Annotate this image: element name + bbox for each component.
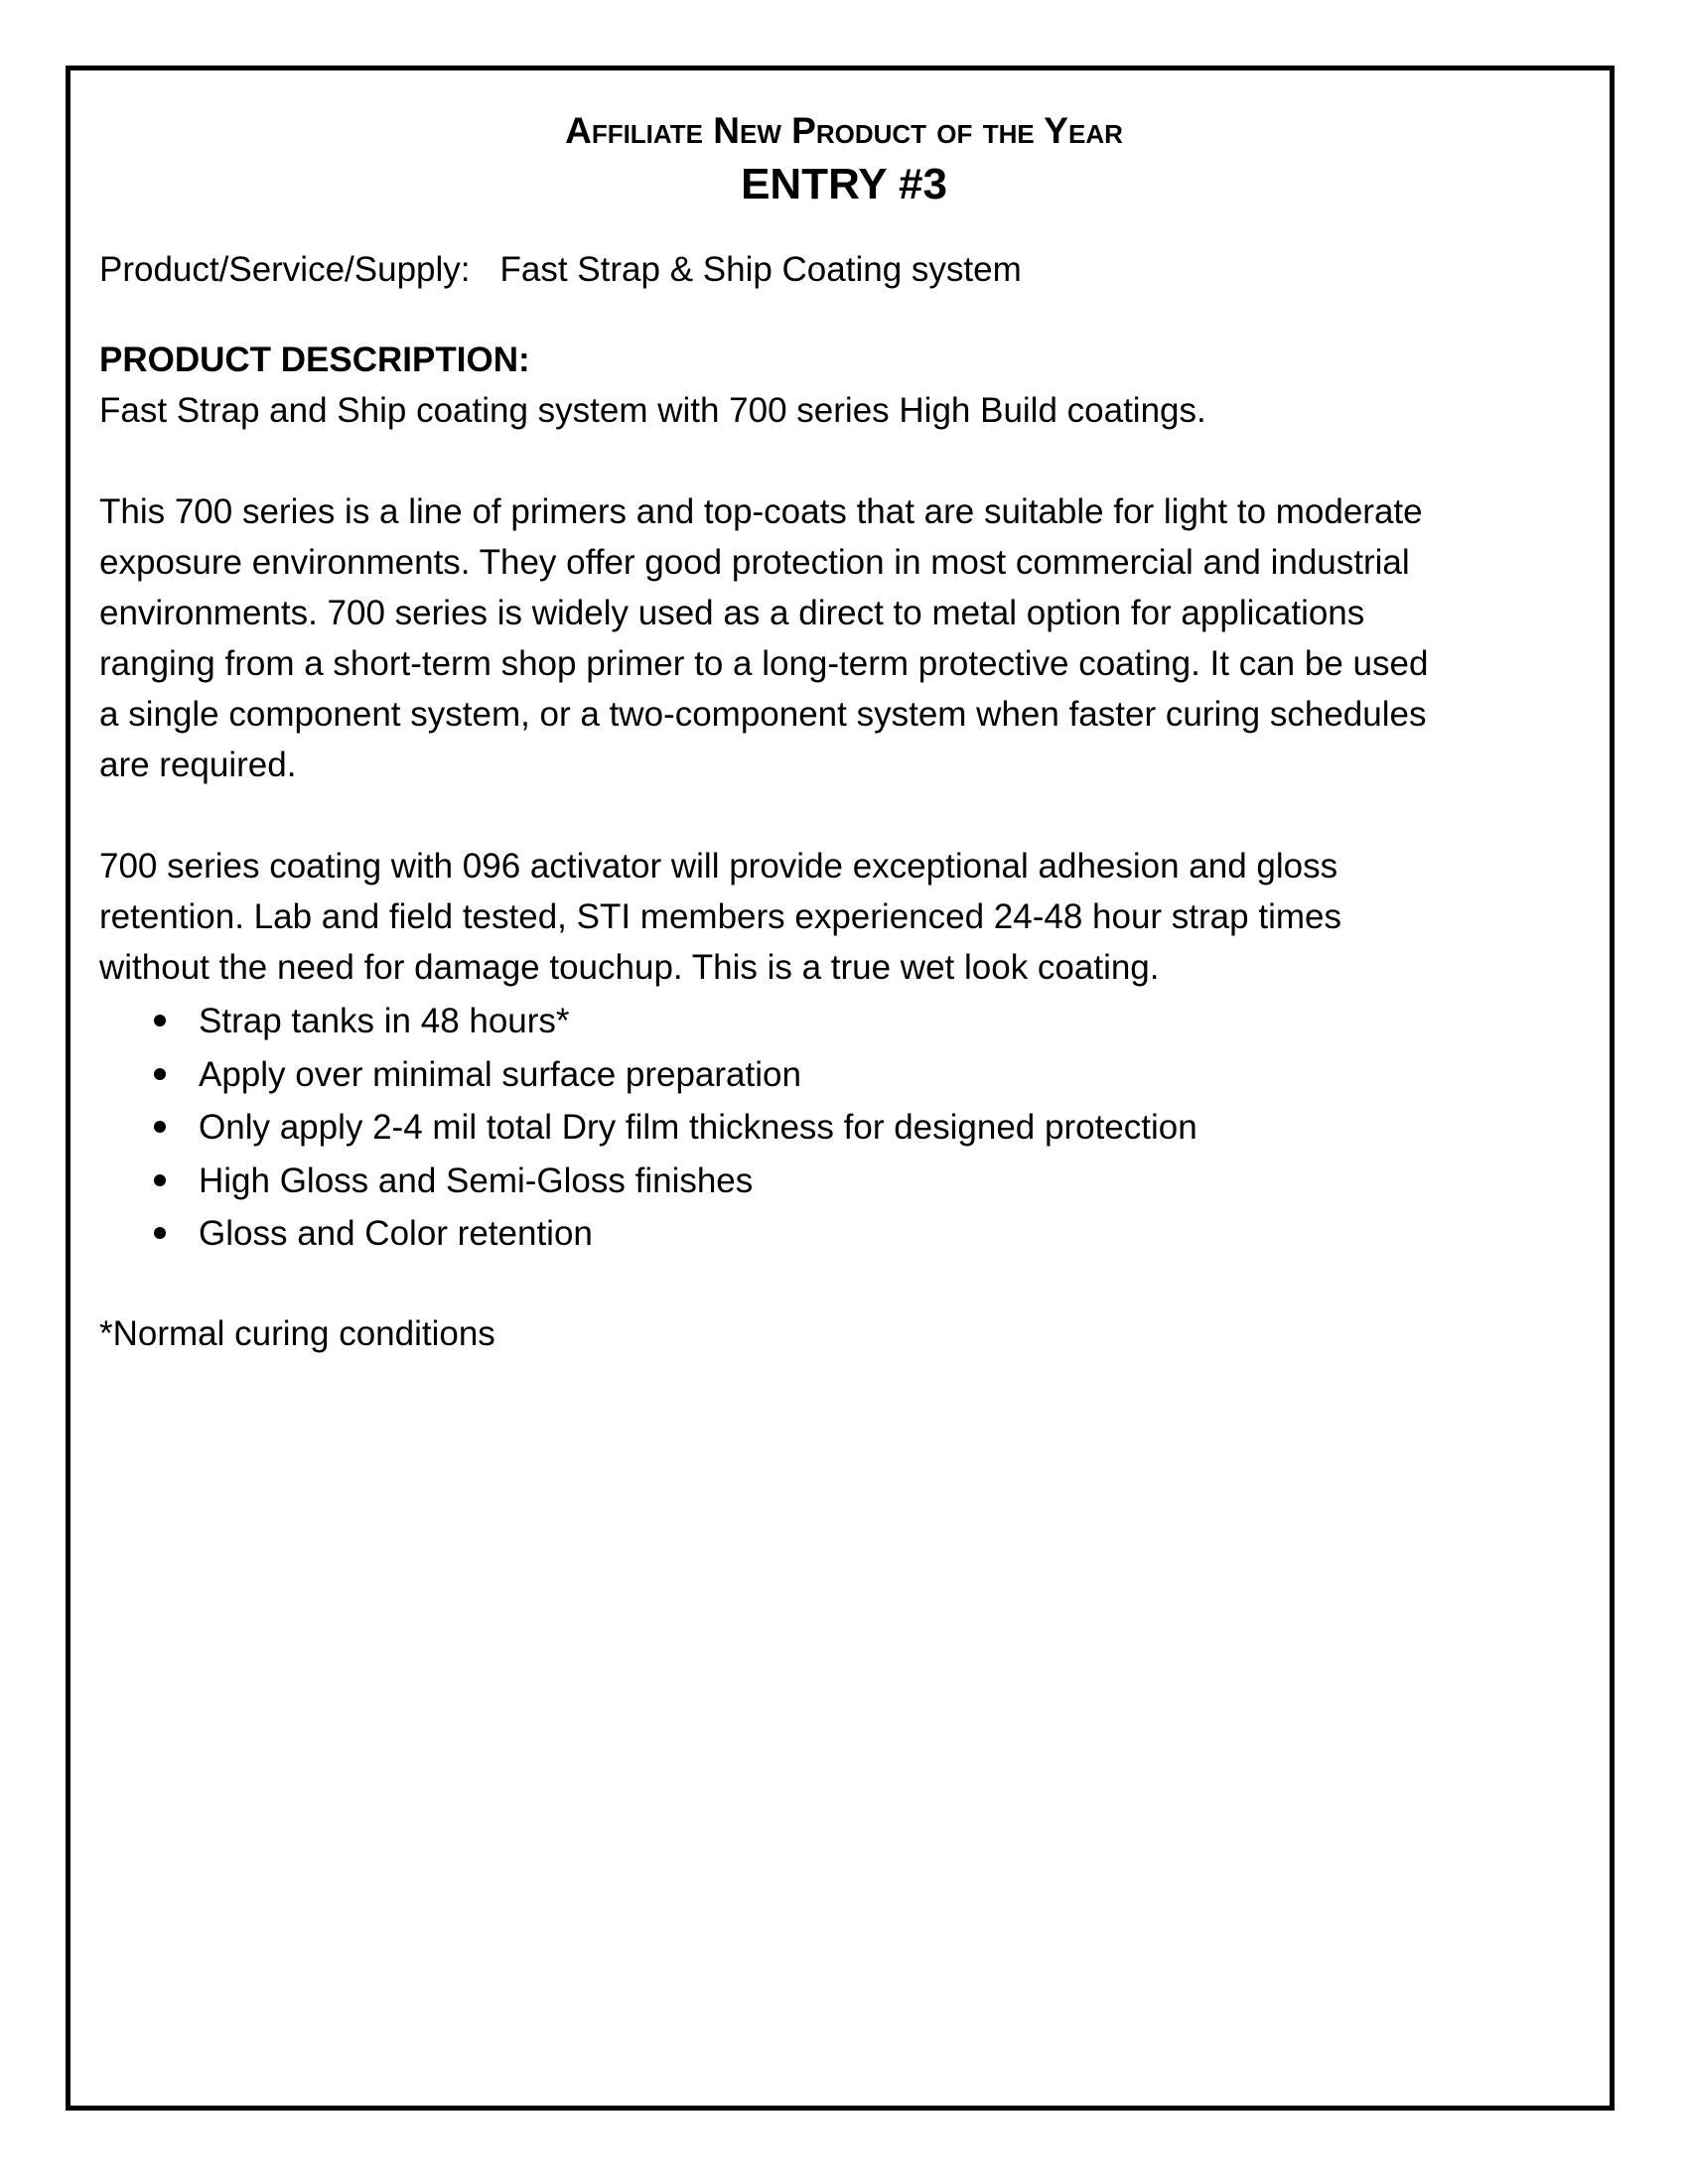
description-intro: Fast Strap and Ship coating system with 700 series High Build coatings. bbox=[99, 391, 1206, 430]
spacer bbox=[99, 790, 1589, 841]
document-content bbox=[99, 107, 1589, 1359]
bullet-icon bbox=[154, 1174, 166, 1186]
paragraph-line: ranging from a short-term shop primer to a long-term protective coating. It can be used bbox=[99, 644, 1429, 683]
bullet-icon bbox=[154, 1068, 166, 1080]
product-line bbox=[99, 244, 1589, 295]
list-item bbox=[99, 1048, 1589, 1102]
list-item-text: Strap tanks in 48 hours* bbox=[199, 1002, 570, 1040]
bullet-icon bbox=[154, 1121, 166, 1133]
paragraph-line: retention. Lab and field tested, STI members experienced 24-48 hour strap times bbox=[99, 897, 1341, 936]
paragraph-line: exposure environments. They offer good protection in most commercial and industrial bbox=[99, 543, 1410, 582]
description-title: PRODUCT DESCRIPTION: bbox=[99, 341, 530, 379]
paragraph-line: 700 series coating with 096 activator will provide exceptional adhesion and gloss bbox=[99, 847, 1338, 886]
list-item bbox=[99, 995, 1589, 1048]
paragraph-line: This 700 series is a line of primers and top-coats that are suitable for light to moderate bbox=[99, 492, 1423, 531]
bullet-icon bbox=[154, 1015, 166, 1026]
product-label: Product/Service/Supply: bbox=[99, 250, 471, 289]
description-paragraph-1 bbox=[99, 486, 1589, 790]
list-item bbox=[99, 1207, 1589, 1261]
paragraph-line: environments. 700 series is widely used as a direct to metal option for applications bbox=[99, 594, 1365, 632]
list-item-text: Gloss and Color retention bbox=[199, 1214, 593, 1253]
spacer bbox=[99, 436, 1589, 486]
footnote: *Normal curing conditions bbox=[99, 1313, 495, 1353]
product-value: Fast Strap & Ship Coating system bbox=[499, 250, 1022, 289]
feature-list bbox=[99, 995, 1589, 1261]
entry-number: ENTRY #3 bbox=[741, 160, 947, 208]
list-item bbox=[99, 1155, 1589, 1208]
list-item-text: Only apply 2-4 mil total Dry film thickness for designed protection bbox=[199, 1108, 1197, 1147]
list-item-text: High Gloss and Semi-Gloss finishes bbox=[199, 1160, 754, 1200]
list-item-text: Apply over minimal surface preparation bbox=[199, 1054, 801, 1094]
list-item bbox=[99, 1101, 1589, 1155]
paragraph-line: are required. bbox=[99, 746, 297, 784]
paragraph-line: without the need for damage touchup. This is a true wet look coating. bbox=[99, 948, 1160, 987]
description-paragraph-2 bbox=[99, 841, 1589, 993]
paragraph-line: a single component system, or a two-component system when faster curing schedules bbox=[99, 695, 1427, 734]
bullet-icon bbox=[154, 1227, 166, 1239]
document-heading: Affiliate New Product of the Year bbox=[565, 110, 1123, 151]
